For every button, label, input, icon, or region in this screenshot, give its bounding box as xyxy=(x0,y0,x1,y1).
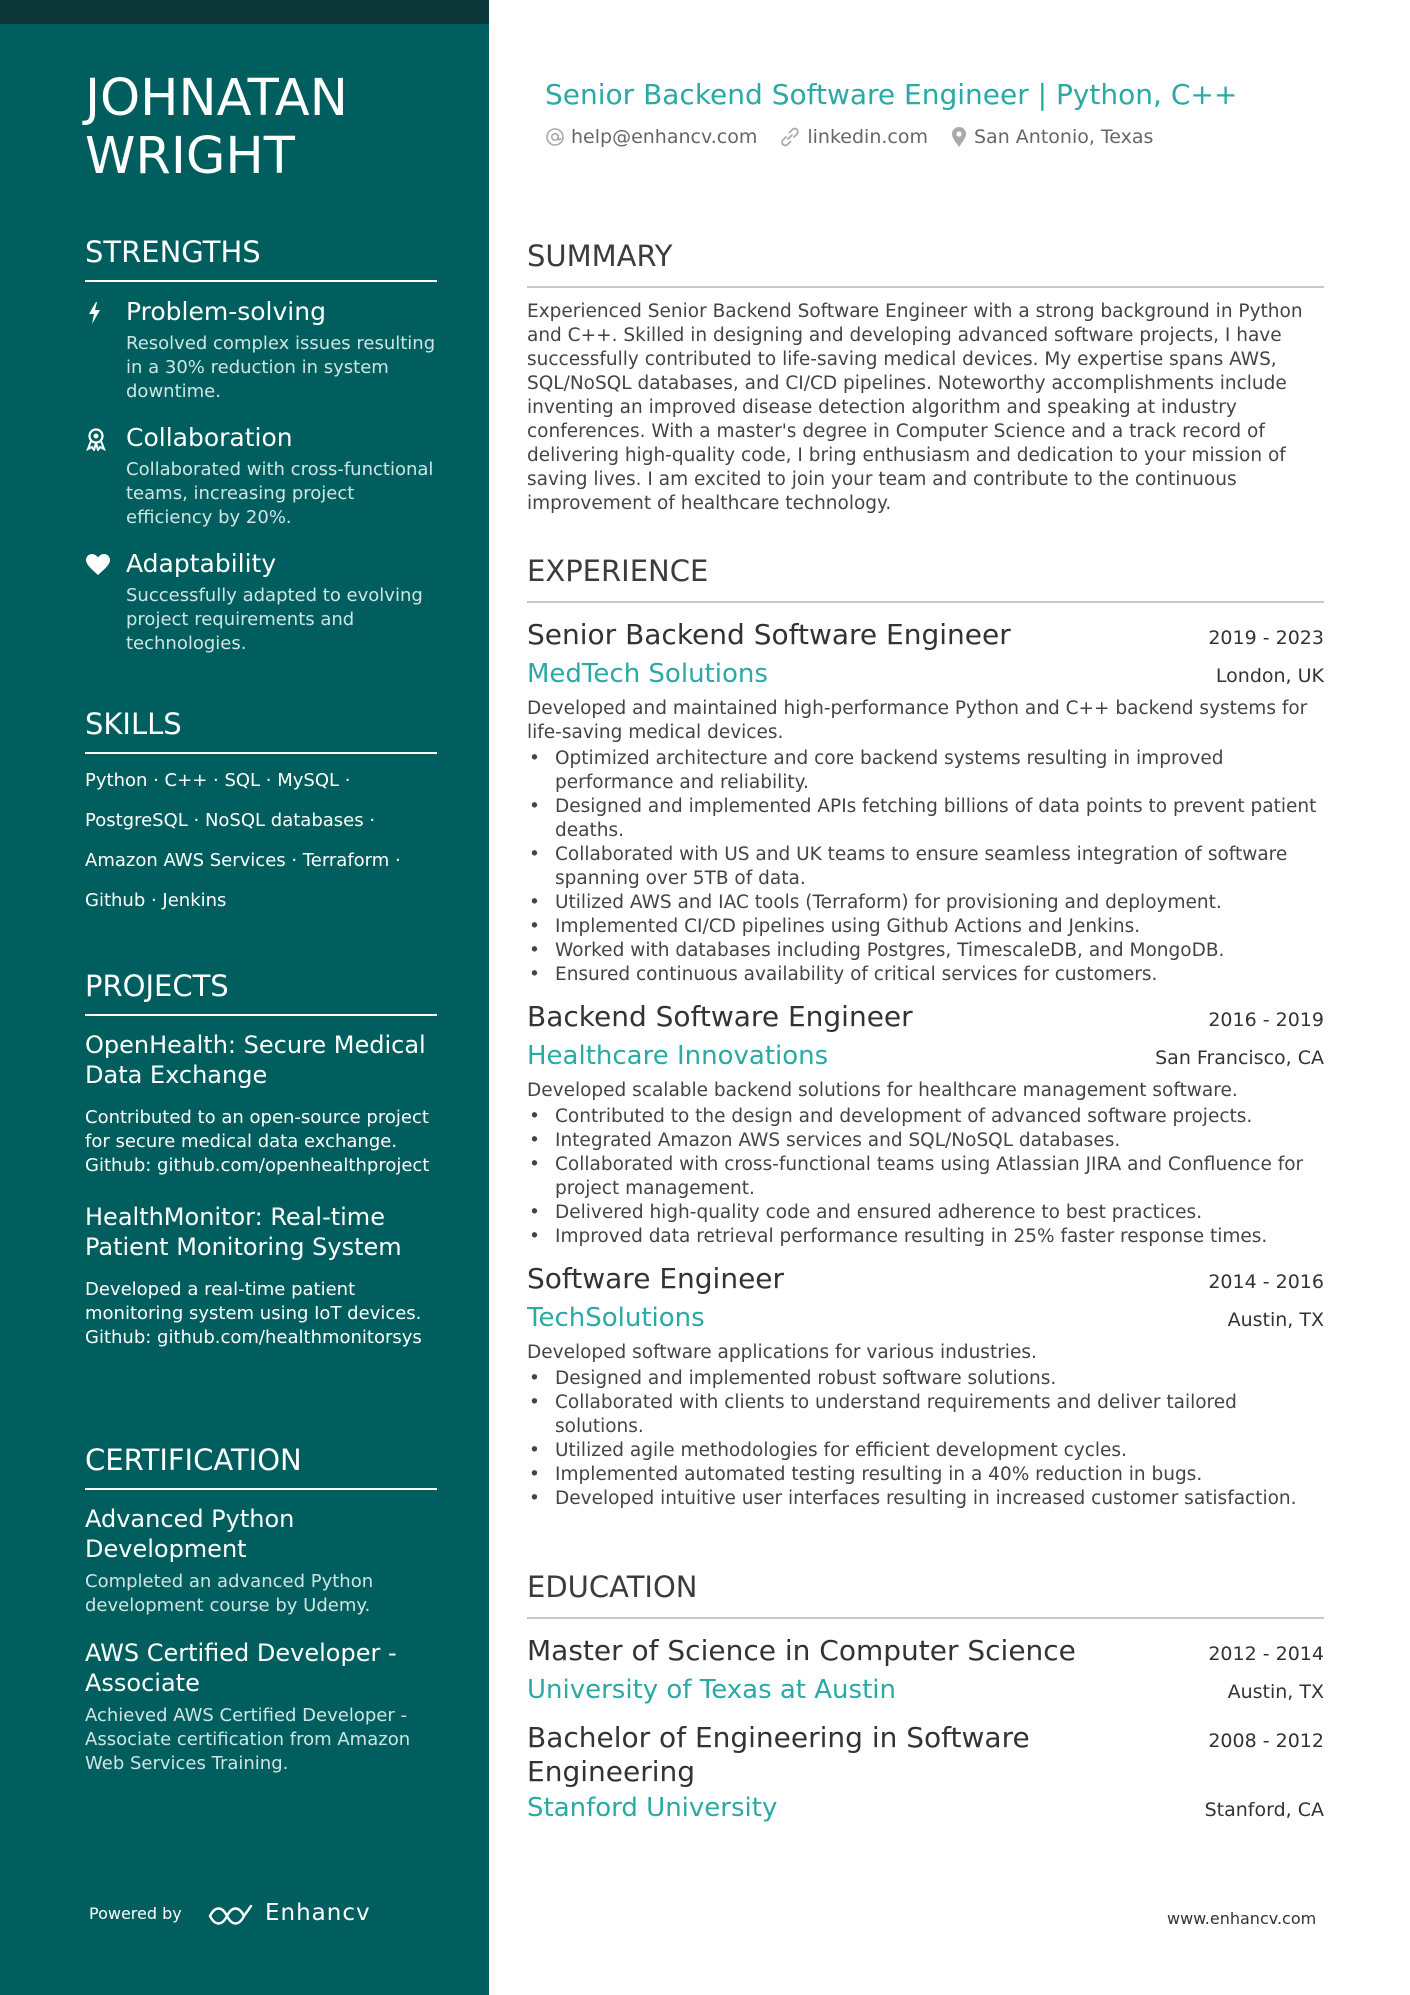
project-title: HealthMonitor: Real-time Patient Monitoring System xyxy=(85,1203,402,1261)
bullet-item: • Designed and implemented robust software solutions. xyxy=(555,1367,1324,1391)
bullet-item: • Utilized AWS and IAC tools (Terraform) for provisioning and deployment. xyxy=(555,891,1324,915)
job-location: Austin, TX xyxy=(1227,1309,1324,1331)
project-title: OpenHealth: Secure Medical Data Exchange xyxy=(85,1031,426,1089)
job-bullets xyxy=(527,1105,1324,1249)
job-entry xyxy=(527,615,1324,987)
cert-desc: Achieved AWS Certified Developer - Associate certification from Amazon Web Services Training. xyxy=(85,1705,411,1774)
job-bullets xyxy=(527,747,1324,987)
contact-linkedin[interactable] xyxy=(779,126,928,148)
bullet-item: • Utilized agile methodologies for efficient development cycles. xyxy=(555,1439,1324,1463)
bullet-item: • Implemented automated testing resulting in a 40% reduction in bugs. xyxy=(555,1463,1324,1487)
job-desc: Developed software applications for various industries. xyxy=(527,1342,1037,1363)
job-dates: 2019 - 2023 xyxy=(1208,627,1324,649)
headline-title: Senior Backend Software Engineer | Python, C++ xyxy=(545,78,1238,111)
education-heading: EDUCATION xyxy=(527,1567,1324,1619)
bolt-icon xyxy=(85,301,109,325)
footer-url[interactable]: www.enhancv.com xyxy=(1167,1909,1317,1928)
bullet-item: • Ensured continuous availability of critical services for customers. xyxy=(555,963,1324,987)
edu-location: Stanford, CA xyxy=(1204,1799,1324,1821)
edu-school: University of Texas at Austin xyxy=(527,1675,896,1705)
cert-title: Advanced Python Development xyxy=(85,1505,295,1563)
strength-desc: Collaborated with cross-functional teams, increasing project efficiency by 20%. xyxy=(126,459,434,528)
bullet-item: • Developed intuitive user interfaces resulting in increased customer satisfaction. xyxy=(555,1487,1324,1511)
experience-section xyxy=(527,551,1324,1521)
email-text: help@enhancv.com xyxy=(571,126,758,148)
project-desc: Developed a real-time patient monitoring system using IoT devices. Github: github.com/healthmonitorsys xyxy=(85,1279,422,1348)
edu-degree: Master of Science in Computer Science xyxy=(527,1634,1076,1667)
skills-section xyxy=(85,704,437,928)
job-dates: 2014 - 2016 xyxy=(1208,1271,1324,1293)
job-company: TechSolutions xyxy=(527,1303,705,1333)
strengths-section xyxy=(85,232,437,674)
strength-title: Problem-solving xyxy=(126,297,326,326)
enhancv-brand-text: Enhancv xyxy=(265,1900,371,1926)
skills-line: Python · C++ · SQL · MySQL · xyxy=(85,770,351,791)
contact-email[interactable] xyxy=(545,126,757,148)
candidate-name: JOHNATAN WRIGHT xyxy=(85,69,348,186)
skills-line: PostgreSQL · NoSQL databases · xyxy=(85,810,376,831)
job-desc: Developed scalable backend solutions for healthcare management software. xyxy=(527,1080,1238,1101)
bullet-item: • Optimized architecture and core backend systems resulting in improved performance and reliability. xyxy=(555,747,1324,795)
strength-title: Adaptability xyxy=(126,549,277,578)
job-dates: 2016 - 2019 xyxy=(1208,1009,1324,1031)
job-company: Healthcare Innovations xyxy=(527,1041,829,1071)
cert-desc: Completed an advanced Python development course by Udemy. xyxy=(85,1571,374,1616)
edu-school: Stanford University xyxy=(527,1793,778,1823)
bullet-item: • Implemented CI/CD pipelines using Github Actions and Jenkins. xyxy=(555,915,1324,939)
edu-dates: 2012 - 2014 xyxy=(1208,1643,1324,1665)
strength-item xyxy=(85,548,437,656)
summary-section xyxy=(527,236,1324,516)
strength-item xyxy=(85,296,437,404)
sidebar xyxy=(0,0,489,1995)
bullet-item: • Integrated Amazon AWS services and SQL/NoSQL databases. xyxy=(555,1129,1324,1153)
linkedin-text: linkedin.com xyxy=(807,126,928,148)
strength-desc: Resolved complex issues resulting in a 30% reduction in system downtime. xyxy=(126,333,436,402)
bullet-item: • Delivered high-quality code and ensured adherence to best practices. xyxy=(555,1201,1324,1225)
job-desc: Developed and maintained high-performance Python and C++ backend systems for life-saving medical devices. xyxy=(527,698,1308,743)
skills-line: Amazon AWS Services · Terraform · xyxy=(85,850,401,871)
contact-location xyxy=(950,126,1153,148)
job-role: Senior Backend Software Engineer xyxy=(527,618,1011,651)
strength-item xyxy=(85,422,437,530)
summary-heading: SUMMARY xyxy=(527,236,1324,288)
education-entry xyxy=(527,1721,1324,1827)
strength-desc: Successfully adapted to evolving project requirements and technologies. xyxy=(126,585,423,654)
contact-bar xyxy=(545,126,1175,148)
summary-text: Experienced Senior Backend Software Engineer with a strong background in Python and C++. Skilled in designing and developing advanced software projects, I have successfully contributed to life-saving medical devices. My expertise spans AWS, SQL/NoSQL databases, and CI/CD pipelines. Noteworthy accomplishments include inventing an improved disease detection algorithm and speaking at industry conferences. With a master's degree in Computer Science and a track record of delivering high-quality code, I bring enthusiasm and dedication to your mission of saving lives. I am excited to join your team and contribute to the continuous improvement of healthcare technology. xyxy=(527,301,1303,514)
job-location: San Francisco, CA xyxy=(1155,1047,1324,1069)
education-section xyxy=(527,1567,1324,1839)
location-text: San Antonio, Texas xyxy=(974,126,1154,148)
edu-dates: 2008 - 2012 xyxy=(1208,1730,1324,1752)
enhancv-logo[interactable] xyxy=(207,1898,397,1934)
job-entry xyxy=(527,1259,1324,1511)
job-role: Backend Software Engineer xyxy=(527,1000,913,1033)
edu-location: Austin, TX xyxy=(1227,1681,1324,1703)
experience-heading: EXPERIENCE xyxy=(527,551,1324,603)
bullet-item: • Collaborated with US and UK teams to ensure seamless integration of software spanning over 5TB of data. xyxy=(555,843,1324,891)
link-icon xyxy=(779,127,801,147)
bullet-item: • Collaborated with clients to understand requirements and deliver tailored solutions. xyxy=(555,1391,1324,1439)
heart-icon xyxy=(85,553,109,577)
bullet-item: • Contributed to the design and development of advanced software projects. xyxy=(555,1105,1324,1129)
bullet-item: • Worked with databases including Postgres, TimescaleDB, and MongoDB. xyxy=(555,939,1324,963)
bullet-item: • Improved data retrieval performance resulting in 25% faster response times. xyxy=(555,1225,1324,1249)
bullet-item: • Designed and implemented APIs fetching billions of data points to prevent patient deaths. xyxy=(555,795,1324,843)
certification-heading: CERTIFICATION xyxy=(85,1440,437,1490)
strength-title: Collaboration xyxy=(126,423,293,452)
skills-line: Github · Jenkins xyxy=(85,890,227,911)
certification-section xyxy=(85,1440,437,1796)
projects-heading: PROJECTS xyxy=(85,966,437,1016)
award-icon xyxy=(85,427,109,451)
job-company: MedTech Solutions xyxy=(527,659,768,689)
job-entry xyxy=(527,997,1324,1249)
bullet-item: • Collaborated with cross-functional teams using Atlassian JIRA and Confluence for project management. xyxy=(555,1153,1324,1201)
skills-heading: SKILLS xyxy=(85,704,437,754)
powered-by-label: Powered by xyxy=(89,1904,182,1923)
edu-degree: Bachelor of Engineering in Software Engineering xyxy=(527,1721,1030,1788)
sidebar-top-bar xyxy=(0,0,489,24)
strengths-heading: STRENGTHS xyxy=(85,232,437,282)
job-role: Software Engineer xyxy=(527,1262,785,1295)
projects-section xyxy=(85,966,437,1374)
cert-title: AWS Certified Developer - Associate xyxy=(85,1639,397,1697)
location-pin-icon xyxy=(950,126,968,148)
job-location: London, UK xyxy=(1215,665,1324,687)
job-bullets xyxy=(527,1367,1324,1511)
enhancv-logo-icon xyxy=(207,1901,257,1931)
at-icon xyxy=(545,127,565,147)
education-entry xyxy=(527,1631,1324,1709)
project-desc: Contributed to an open-source project for secure medical data exchange. Github: github.com/openhealthproject xyxy=(85,1107,430,1176)
